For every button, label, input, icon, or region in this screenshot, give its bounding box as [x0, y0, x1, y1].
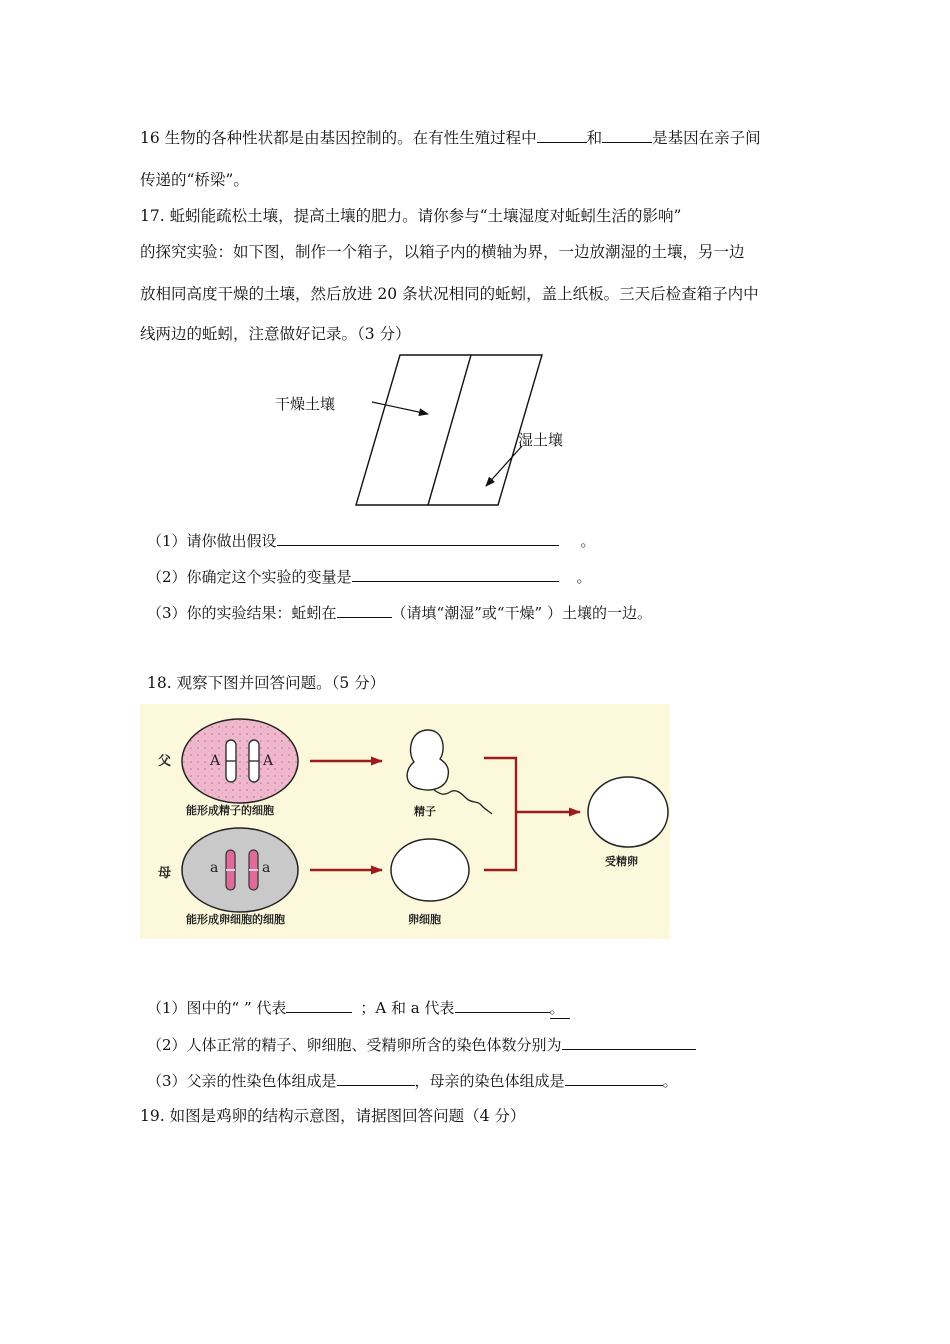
soil-box-divider [428, 355, 471, 505]
egg-cell [391, 839, 469, 901]
q17-variable-blank[interactable] [352, 567, 559, 582]
q17-sub3-text: （3）你的实验结果：蚯蚓在 [147, 604, 337, 622]
q18-sub3-text-a: （3）父亲的性染色体组成是 [147, 1072, 337, 1090]
father-gene-left: A [210, 753, 221, 769]
father-cell-texture [183, 720, 297, 802]
sperm-label: 精子 [414, 805, 436, 818]
q17-sub-3 [147, 603, 652, 623]
q16-blank-2[interactable] [602, 128, 652, 143]
dry-soil-label: 干燥土壤 [275, 395, 336, 413]
q16-line-1 [140, 128, 761, 148]
wet-soil-arrow [486, 446, 522, 486]
egg-label: 卵细胞 [408, 913, 441, 926]
q17-sub1-end: 。 [580, 532, 596, 550]
q17-line-1: 17. 蚯蚓能疏松土壤，提高土壤的肥力。请你参与“土壤湿度对蚯蚓生活的影响” [140, 207, 682, 225]
sperm-cell-label: 能形成精子的细胞 [186, 804, 274, 817]
zygote-cell [588, 777, 668, 847]
q18-sub-1 [147, 998, 570, 1019]
q16-line-2: 传递的“桥梁”。 [140, 171, 249, 189]
mother-gene-right: a [262, 860, 271, 876]
zygote-label: 受精卵 [605, 855, 638, 868]
soil-box-diagram [260, 350, 560, 512]
q18-title: 18. 观察下图并回答问题。（5 分） [147, 674, 386, 692]
q18-father-sex-blank[interactable] [337, 1071, 415, 1086]
fertilization-figure [140, 704, 670, 939]
egg-cell-label: 能形成卵细胞的细胞 [186, 913, 285, 926]
q18-sub1-end: 。 [550, 998, 570, 1019]
q18-gene-blank[interactable] [455, 998, 550, 1013]
q17-line-4: 线两边的蚯蚓，注意做好记录。（3 分） [140, 325, 411, 343]
q18-chromosome-blank[interactable] [286, 998, 352, 1013]
q17-sub2-end: 。 [576, 568, 592, 586]
q18-sub1-text-b: ；A 和 a 代表 [360, 999, 455, 1017]
mother-label: 母 [158, 866, 172, 881]
q17-sub2-text: （2）你确定这个实验的变量是 [147, 568, 352, 586]
wet-soil-label: 湿土壤 [518, 431, 564, 449]
father-label: 父 [158, 754, 172, 769]
q16-text-c: 是基因在亲子间 [652, 129, 761, 147]
q17-sub1-text: （1）请你做出假设 [147, 532, 277, 550]
mother-cell [182, 828, 298, 912]
father-gene-right: A [263, 753, 274, 769]
q17-line-3: 放相同高度干燥的土壤，然后放进 20 条状况相同的蚯蚓，盖上纸板。三天后检查箱子内中 [140, 285, 759, 303]
q17-hypothesis-blank[interactable] [277, 531, 559, 546]
q16-blank-1[interactable] [537, 128, 587, 143]
q17-line-2: 的探究实验：如下图，制作一个箱子，以箱子内的横轴为界，一边放潮湿的土壤，另一边 [140, 243, 745, 261]
q18-mother-chrom-blank[interactable] [565, 1071, 663, 1086]
sperm-head [407, 730, 448, 790]
q17-sub-2 [147, 567, 592, 587]
mother-gene-left: a [210, 860, 219, 876]
q17-sub3-end: （请填“潮湿”或“干燥” ）土壤的一边。 [391, 604, 652, 622]
q17-result-blank[interactable] [337, 603, 392, 618]
q17-sub-1 [147, 531, 596, 551]
q18-sub-2 [147, 1035, 696, 1055]
q18-sub3-end: 。 [662, 1072, 678, 1090]
q18-sub3-text-b: ，母亲的染色体组成是 [414, 1072, 565, 1090]
q16-text-a: 16 生物的各种性状都是由基因控制的。在有性生殖过程中 [140, 129, 537, 147]
dry-soil-arrow [372, 402, 428, 414]
q18-sub2-text: （2）人体正常的精子、卵细胞、受精卵所含的染色体数分别为 [147, 1036, 562, 1054]
q16-text-b: 和 [586, 129, 603, 147]
q18-sub1-text-a: （1）图中的“ ” 代表 [147, 999, 287, 1017]
q19-title: 19. 如图是鸡卵的结构示意图，请据图回答问题（4 分） [140, 1107, 526, 1125]
q18-sub-3 [147, 1071, 678, 1091]
q18-count-blank[interactable] [562, 1035, 696, 1050]
